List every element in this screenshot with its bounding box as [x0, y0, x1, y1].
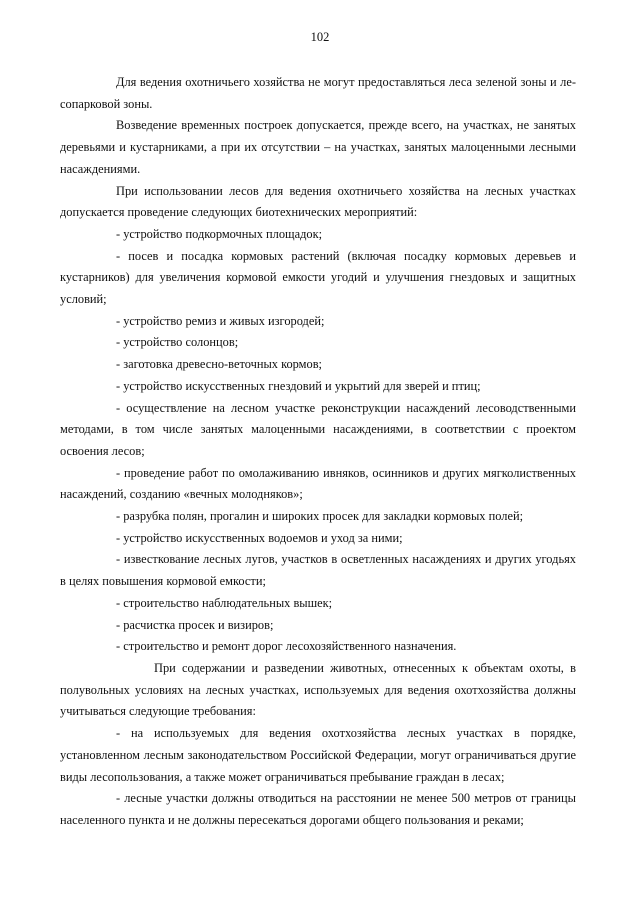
paragraph: Возведение временных построек допускается, прежде всего, на участках, не занятых деревьями и кустарниками, а при их отсутствии – на участках, занятых малоценными лесными насаждениями. — [60, 118, 576, 176]
list-item: - расчистка просек и визиров; — [116, 617, 274, 632]
list-item: - лесные участки должны отводиться на расстоянии не менее 500 метров от границы населенного пункта и не должны пересекаться дорогами общего пользования и реками; — [60, 791, 576, 827]
paragraph: При использовании лесов для ведения охотничьего хозяйства на лесных участках допускается проведение следующих биотехнических мероприятий: — [60, 183, 576, 220]
list-item: - на используемых для ведения охотхозяйства лесных участках в порядке, установленном лесным законодательством Российской Федерации, могут ограничиваться другие виды лесопользования, а также может ограничиваться пребывание граждан в лесах; — [60, 726, 576, 784]
list-item: - осуществление на лесном участке реконструкции насаждений лесоводственными методами, в том числе занятых малоценными насаждениями, в соответствии с проектом освоения лесов; — [60, 400, 576, 458]
list-item: - заготовка древесно-веточных кормов; — [116, 357, 322, 372]
page-number: 102 — [310, 30, 330, 44]
list-item: - посев и посадка кормовых растений (включая посадку кормовых деревьев и кустарников) для увеличения кормовой емкости угодий и улучшения гнездовых и защитных условий; — [60, 248, 576, 307]
list-item: - строительство наблюдательных вышек; — [116, 595, 333, 610]
paragraph: Для ведения охотничьего хозяйства не могут предоставляться леса зеленой зоны и лесопарковой зоны. — [60, 75, 576, 111]
list-item: - известкование лесных лугов, участков в осветленных насаждениях и других угодьях в целях повышения кормовой емкости; — [60, 552, 576, 589]
document-body — [60, 72, 576, 832]
list-item: - устройство солонцов; — [116, 335, 239, 350]
list-item: - проведение работ по омолаживанию ивняков, осинников и других мягколиственных насаждений, созданию «вечных молодняков»; — [60, 465, 576, 502]
list-item: - устройство подкормочных площадок; — [116, 226, 323, 241]
list-item: - строительство и ремонт дорог лесохозяйственного назначения. — [116, 639, 457, 654]
list-item: - устройство ремиз и живых изгородей; — [116, 313, 325, 328]
list-item: - разрубка полян, прогалин и широких просек для закладки кормовых полей; — [116, 509, 524, 524]
list-item: - устройство искусственных гнездовий и укрытий для зверей и птиц; — [116, 378, 481, 393]
paragraph: При содержании и разведении животных, отнесенных к объектам охоты, в полувольных условиях на лесных участках, используемых для ведения охотхозяйства должны учитываться следующие требования: — [60, 660, 576, 719]
list-item: - устройство искусственных водоемов и уход за ними; — [116, 530, 403, 545]
